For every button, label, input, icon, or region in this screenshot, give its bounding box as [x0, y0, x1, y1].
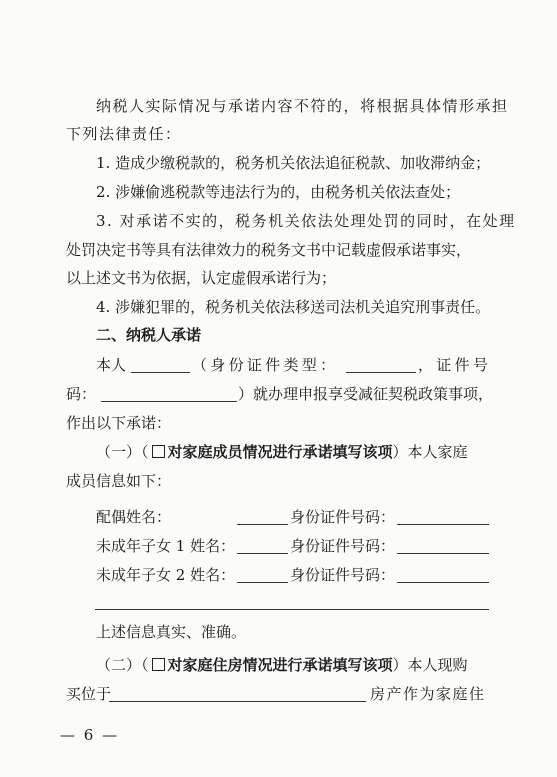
text-line: 以上述文书为依据，认定虚假承诺行为；: [66, 269, 337, 287]
text-line: 处罚决定书等具有法律效力的税务文书中记载虚假承诺事实，: [66, 241, 472, 259]
child1-name-blank[interactable]: [237, 553, 288, 554]
text-line: 2. 涉嫌偷逃税款等违法行为的，由税务机关依法查处；: [96, 183, 461, 201]
property-address-blank[interactable]: [109, 701, 366, 702]
name-blank[interactable]: [131, 372, 190, 373]
family-members-checkbox[interactable]: [152, 445, 165, 458]
spouse-name-blank[interactable]: [237, 524, 288, 525]
text-line: 下列法律责任：: [66, 125, 182, 143]
id-type-blank[interactable]: [346, 372, 416, 373]
page-number: — 6 —: [60, 726, 120, 744]
id-number-blank[interactable]: [101, 401, 237, 402]
child2-name-blank[interactable]: [237, 582, 288, 583]
text-line: 1. 造成少缴税款的，税务机关依法追征税款、加收滞纳金；: [96, 154, 491, 172]
document-page: 纳税人实际情况与承诺内容不符的，将根据具体情形承担 下列法律责任： 1. 造成少缴税款的，税务机关依法追征税款、加收滞纳金； 2. 涉嫌偷逃税款等违法行为的，由税务机关依法查处； 3. 对承诺不实的，税务机关依法处理处罚的同时，在处理 处罚决定书等具有法律效力的税务文书中记载虚假承诺事实， 以上述文书为依据，认定虚假承诺行为； 4. 涉嫌犯罪的，税务机关依法移送司法机关追究刑事责任。 二、纳税人承诺 本人 （身份证件类型： ，证件号 码： ）就办理申报享受减征契税政策事项， 作出以下承诺： （一）（ 对家庭成员情况进行承诺填写该项）本人家庭 成员信息如下： 配偶姓名： 身份证件号码： 未成年子女 1 姓名： 身份证件号码： 未成年子女 2 姓名： 身份证件号码： 上述信息真实、准确。 （二）（ 对家庭住房情况进行承诺填写该项）本人现购 买位于 房产作为家庭住 — 6 —: [60, 97, 516, 744]
spouse-id-blank[interactable]: [397, 524, 489, 525]
child2-id-blank[interactable]: [397, 582, 489, 583]
housing-checkbox[interactable]: [152, 658, 165, 671]
text-line: 纳税人实际情况与承诺内容不符的，将根据具体情形承担: [96, 97, 509, 115]
extra-member-blank[interactable]: [95, 609, 489, 610]
text-line: 3. 对承诺不实的，税务机关依法处理处罚的同时，在处理: [96, 212, 516, 230]
child1-id-blank[interactable]: [397, 553, 489, 554]
text-line: 4. 涉嫌犯罪的，税务机关依法移送司法机关追究刑事责任。: [96, 298, 491, 316]
